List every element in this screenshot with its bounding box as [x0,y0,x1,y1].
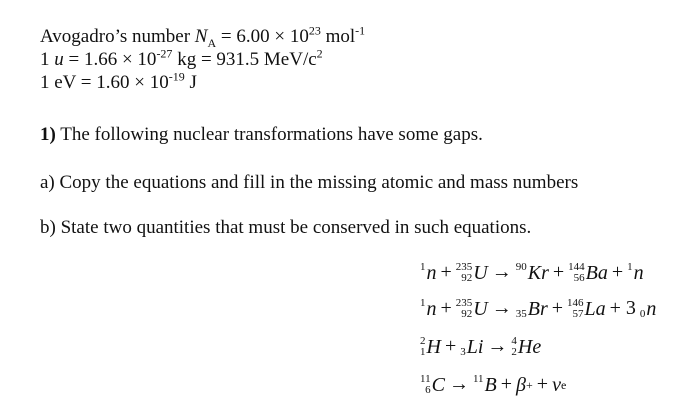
equation-operator: → [491,297,512,319]
ev-exponent: -19 [168,69,185,84]
amu-energy-exponent: 2 [316,46,323,61]
mass-number: 144 [568,261,585,274]
mass-number: 11 [472,373,484,386]
avogadro-constant [40,23,366,50]
atomic-number: 57 [572,308,584,321]
avogadro-value: = 6.00 × 10 [216,26,309,47]
equation-operator: + [536,373,549,395]
equation-2 [420,296,656,321]
mass-number: 1 [420,297,426,310]
avogadro-symbol-sub: A [207,35,217,50]
nuclide [420,335,441,359]
nuclide [460,335,483,359]
atomic-number: 6 [425,384,431,397]
nuclide-symbol: Li [466,336,484,359]
atomic-number: 1 [420,346,426,359]
equation-4 [420,372,566,397]
nuclide-symbol: U [473,298,488,321]
nuclide-numbers [511,336,517,358]
atomic-number: 2 [511,346,517,359]
atomic-number: 3 [460,346,466,359]
atomic-number: 56 [573,272,585,285]
nuclide [627,261,644,285]
nuclide [552,373,566,397]
avogadro-label: Avogadro’s number [40,26,195,47]
amu-symbol: u [54,49,64,70]
amu-constant [40,46,323,71]
nuclide-symbol: He [517,336,542,359]
amu-exponent: -27 [156,46,173,61]
nuclide-numbers [473,374,484,396]
nuclide-numbers [627,262,633,284]
nuclide [516,297,548,321]
avogadro-symbol: N [194,26,208,47]
equation-operator: + [551,297,564,319]
nuclide-symbol: C [431,374,445,397]
atomic-number: 92 [461,308,473,321]
nuclide [568,261,608,285]
nuclide-numbers [516,262,527,284]
nuclide-symbol: La [584,298,606,321]
nuclide [511,335,541,359]
mass-number: 90 [515,261,527,274]
mass-number: 11 [420,373,431,386]
mass-number: 235 [455,297,473,310]
symbol-superscript: + [526,378,533,393]
question-heading [40,124,483,146]
amu-prefix: 1 [40,49,55,70]
nuclide [420,297,437,321]
equation-operator: → [448,373,469,395]
amu-energy: kg = 931.5 MeV/c [172,49,317,70]
nuclide-symbol: n [426,262,437,285]
equation-3 [420,334,541,359]
nuclide-symbol: U [473,262,488,285]
nuclide [473,373,497,397]
nuclide [516,373,533,397]
nuclide [420,373,445,397]
equation-operator: + 3 [609,297,636,319]
nuclide-symbol: Br [527,298,548,321]
nuclide-numbers [516,298,527,320]
nuclide-numbers [420,336,426,358]
nuclide-numbers [568,262,585,284]
nuclide-symbol: n [633,262,644,285]
ev-value: 1 eV = 1.60 × 10 [40,72,169,93]
nuclide-numbers [420,374,431,396]
nuclide-numbers [456,298,473,320]
nuclide-symbol: n [426,298,437,321]
equation-operator: → [487,335,508,357]
mass-number: 1 [420,261,426,274]
mass-number: 2 [420,335,426,348]
nuclide-symbol: n [646,298,657,321]
nuclide [420,261,437,285]
equation-1 [420,260,644,285]
equation-operator: + [611,261,624,283]
question-number: 1) [40,124,56,145]
equation-operator: + [440,297,452,319]
nuclide-symbol: β [516,374,526,397]
equation-operator: + [552,261,565,283]
nuclide-numbers [420,262,426,284]
atomic-number: 35 [515,308,527,321]
question-text: The following nuclear transformations have some gaps. [55,124,483,145]
nuclide [567,297,606,321]
mass-number: 1 [627,261,633,274]
question-part-a: a) Copy the equations and fill in the missing atomic and mass numbers [40,172,579,193]
nuclide-symbol: Ba [585,262,608,285]
ev-unit: J [184,72,197,93]
nuclide-symbol: v [552,374,561,397]
nuclide [640,297,657,321]
nuclide-numbers [420,298,426,320]
mass-number: 4 [511,335,517,348]
nuclide-symbol: Kr [527,262,549,285]
symbol-subscript: e [560,378,567,393]
nuclide-numbers [460,336,466,358]
nuclide [456,297,488,321]
nuclide-symbol: H [426,336,441,359]
nuclide [516,261,549,285]
avogadro-unit-exponent: -1 [355,23,366,38]
atomic-number: 92 [461,272,473,285]
equation-operator: + [500,373,513,395]
avogadro-unit: mol [320,26,356,47]
mass-number: 146 [567,297,584,310]
nuclide-numbers [456,262,473,284]
equation-operator: + [440,261,452,283]
ev-constant [40,69,197,94]
atomic-number: 0 [639,308,646,321]
equation-operator: → [491,261,512,283]
nuclide-numbers [640,298,646,320]
nuclide-symbol: B [484,374,497,397]
nuclide-numbers [567,298,584,320]
amu-value: = 1.66 × 10 [63,49,157,70]
nuclide [456,261,488,285]
avogadro-exponent: 23 [308,23,321,38]
question-part-b: b) State two quantities that must be conserved in such equations. [40,217,532,238]
equation-operator: + [444,335,457,357]
mass-number: 235 [455,261,473,274]
